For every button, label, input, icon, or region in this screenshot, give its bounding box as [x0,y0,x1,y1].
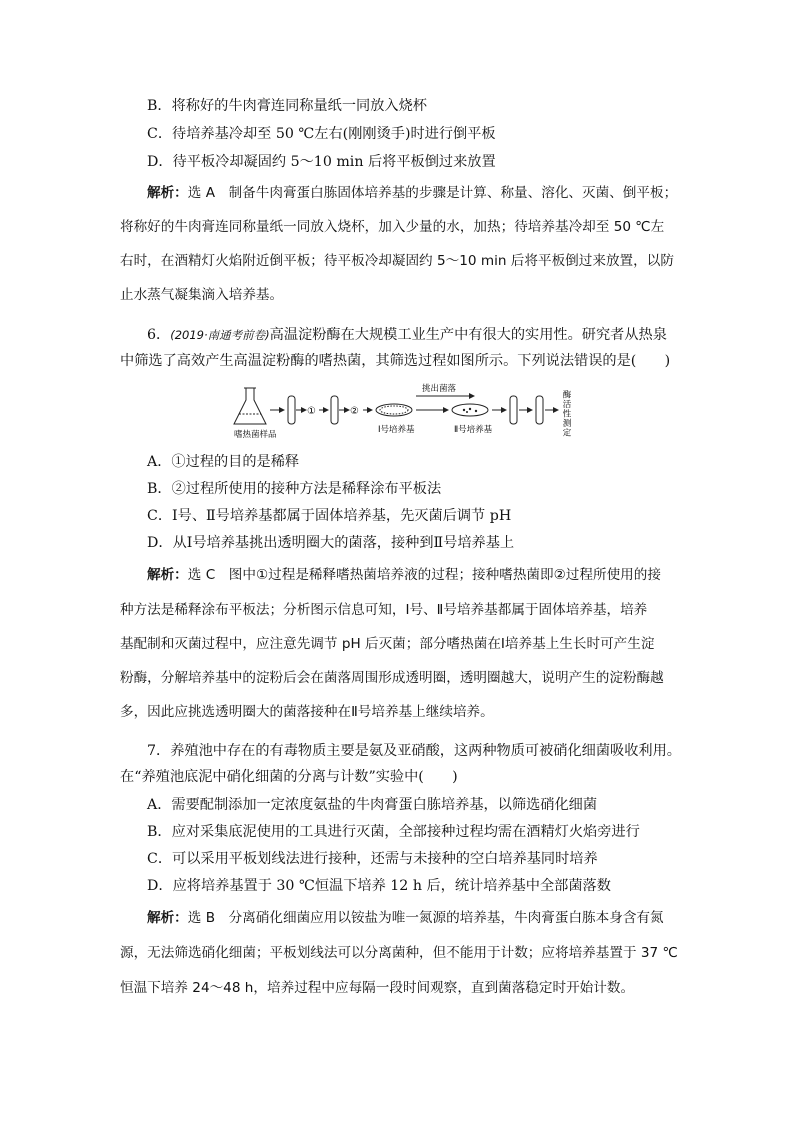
q6-solution-line-5: 多，因此应挑选透明圈大的菌落接种在Ⅱ号培养基上继续培养。 [120,704,494,720]
solution-label: 解析： [147,185,188,201]
step-2-label: ② [350,406,359,417]
q6-solution-line-2: 种方法是稀释涂布平板法；分析图示信息可知，Ⅰ号、Ⅱ号培养基都属于固体培养基，培养 [120,602,648,618]
q7-option-a: A．需要配制添加一定浓度氨盐的牛肉膏蛋白胨培养基，以筛选硝化细菌 [147,797,598,813]
q5-option-c: C．待培养基冷却至 50 ℃左右(刚刚烫手)时进行倒平板 [147,126,496,142]
q7-option-d: D．应将培养基置于 30 ℃恒温下培养 12 h 后，统计培养基中全部菌落数 [147,878,611,894]
q5-solution-line-1 [147,183,677,203]
q6-option-c: C．Ⅰ号、Ⅱ号培养基都属于固体培养基，先灭菌后调节 pH [147,508,512,524]
test-tube-icon [510,396,517,424]
q5-option-d: D．待平板冷却凝固约 5～10 min 后将平板倒过来放置 [147,154,496,170]
q5-solution-line-4: 止水蒸气凝集滴入培养基。 [120,287,284,303]
medium-2-label: Ⅱ号培养基 [454,425,493,435]
solution-label: 解析： [147,567,188,583]
q6-solution-line-4: 粉酶，分解培养基中的淀粉后会在菌落周围形成透明圈，透明圈越大，说明产生的淀粉酶越 [120,670,664,686]
sample-label: 嗜热菌样品 [234,430,277,440]
q6-option-b: B．②过程所使用的接种方法是稀释涂布平板法 [147,481,442,497]
q6-solution-line-1 [147,565,661,585]
solution-text: 选 B 分离硝化细菌应用以铵盐为唯一氮源的培养基，牛肉膏蛋白胨本身含有氮 [187,910,664,926]
test-tube-icon [331,396,338,424]
q6-option-d: D．从Ⅰ号培养基挑出透明圈大的菌落，接种到Ⅱ号培养基上 [147,535,515,551]
q7-stem-line-1: 7．养殖池中存在的有毒物质主要是氨及亚硝酸，这两种物质可被硝化细菌吸收利用。 [147,743,681,759]
solution-text: 选 A 制备牛肉膏蛋白胨固体培养基的步骤是计算、称量、溶化、灭菌、倒平板； [187,185,678,201]
test-tube-icon [288,396,295,424]
solution-text: 选 C 图中①过程是稀释嗜热菌培养液的过程；接种嗜热菌即②过程所使用的接 [187,567,661,583]
q6-stem-line-1 [147,325,667,345]
stem-text: 高温淀粉酶在大规模工业生产中有很大的实用性。研究者从热泉 [269,327,667,343]
solution-label: 解析： [147,910,188,926]
step-1-label: ① [307,406,316,417]
q6-option-a: A．①过程的目的是稀释 [147,454,300,470]
screening-process-diagram [226,382,598,440]
question-number: 6． [147,327,171,343]
pick-colonies-label: 挑出菌落 [422,384,457,394]
q6-stem-line-2: 中筛选了高效产生高温淀粉酶的嗜热菌，其筛选过程如图所示。下列说法错误的是( ) [120,353,671,369]
q7-solution-line-3: 恒温下培养 24～48 h，培养过程中应每隔一段时间观察，直到菌落稳定时开始计数。 [120,980,635,996]
flask-icon [234,388,266,424]
q7-option-b: B．应对采集底泥使用的工具进行灭菌，全部接种过程均需在酒精灯火焰旁进行 [147,824,640,840]
q6-solution-line-3: 基配制和灭菌过程中，应注意先调节 pH 后灭菌；部分嗜热菌在Ⅰ培养基上生长时可产生淀 [120,636,655,652]
q7-solution-line-1 [147,908,664,928]
q7-option-c: C．可以采用平板划线法进行接种，还需与未接种的空白培养基同时培养 [147,851,598,867]
medium-1-label: Ⅰ号培养基 [378,425,415,435]
petri-dish-icon [376,404,412,416]
q5-option-b: B．将称好的牛肉膏连同称量纸一同放入烧杯 [147,98,427,114]
q7-solution-line-2: 源，无法筛选硝化细菌；平板划线法可以分离菌种，但不能用于计数；应将培养基置于 37 ℃ [120,945,678,961]
q7-stem-line-2: 在“养殖池底泥中硝化细菌的分离与计数”实验中( ) [120,769,458,785]
q5-solution-line-3: 右时，在酒精灯火焰附近倒平板；待平板冷却凝固约 5～10 min 后将平板倒过来放置，以防 [120,253,674,269]
question-source: (2019·南通考前卷) [170,328,270,342]
q5-solution-line-2: 将称好的牛肉膏连同称量纸一同放入烧杯，加入少量的水，加热；待培养基冷却至 50 ℃左 [120,219,665,235]
test-tube-icon [536,396,543,424]
enzyme-activity-label: 酶活性测定 [561,390,571,438]
petri-dish-icon [452,404,488,416]
